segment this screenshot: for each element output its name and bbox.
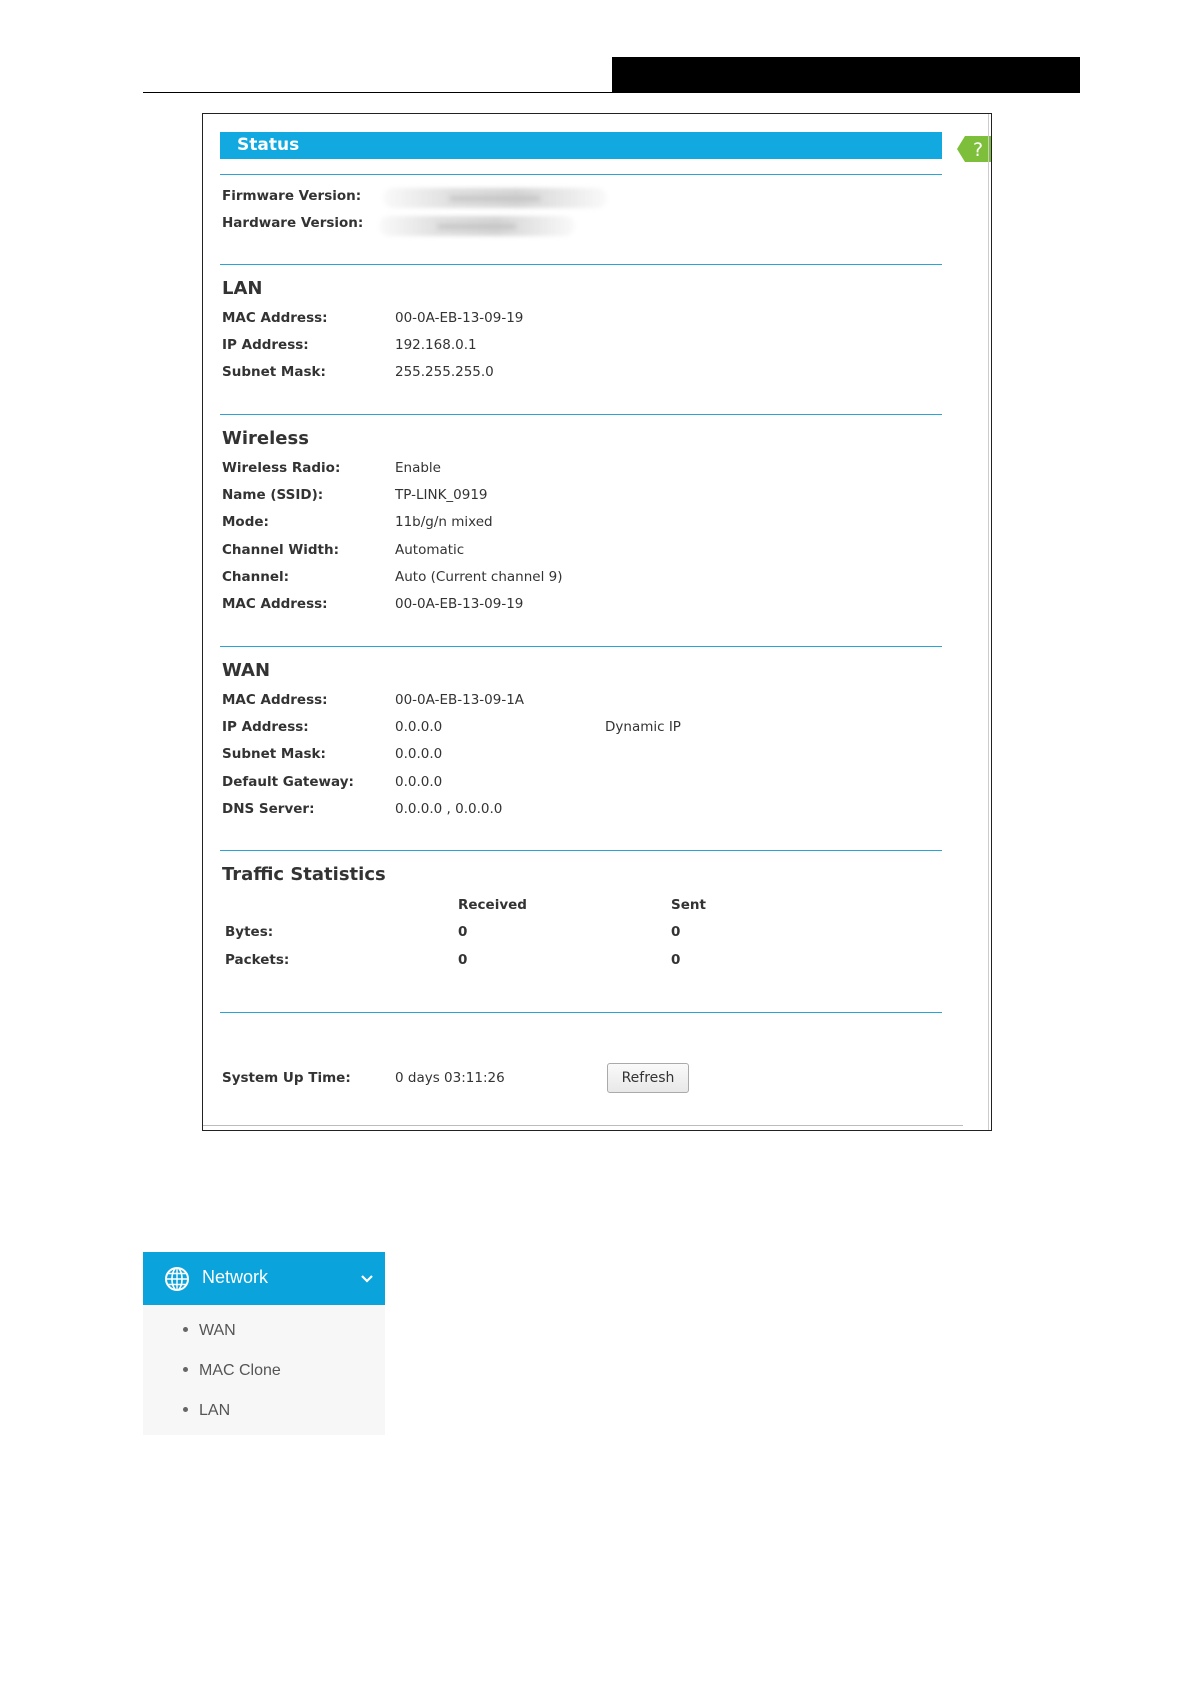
status-panel <box>202 113 992 1131</box>
network-menu <box>143 1252 385 1435</box>
wireless-width-value: Automatic <box>395 542 465 558</box>
bullet <box>183 1367 188 1372</box>
wan-mac-value: 00-0A-EB-13-09-1A <box>395 692 525 708</box>
menu-item-label: LAN <box>199 1402 231 1419</box>
menu-item-label: WAN <box>199 1322 236 1339</box>
lan-mac-value: 00-0A-EB-13-09-19 <box>395 310 524 326</box>
bullet <box>183 1407 188 1412</box>
divider <box>220 414 942 415</box>
header-rule <box>143 92 1077 93</box>
wireless-ssid-value: TP-LINK_0919 <box>395 487 488 503</box>
wireless-channel-label: Channel: <box>222 569 290 585</box>
network-menu-title: Network <box>202 1267 269 1287</box>
uptime-label: System Up Time: <box>222 1070 351 1086</box>
wan-ip-type: Dynamic IP <box>605 719 681 735</box>
firmware-value-redacted <box>383 188 607 208</box>
wan-ip-value: 0.0.0.0 <box>395 719 443 735</box>
wireless-mac-value: 00-0A-EB-13-09-19 <box>395 596 524 612</box>
divider <box>220 850 942 851</box>
divider <box>220 1012 942 1013</box>
traffic-bytes-label: Bytes: <box>225 924 274 940</box>
lan-ip-value: 192.168.0.1 <box>395 337 477 353</box>
traffic-bytes-sent: 0 <box>671 924 681 940</box>
traffic-sent-header: Sent <box>671 897 706 913</box>
traffic-section-title: Traffic Statistics <box>222 864 386 885</box>
wireless-mode-label: Mode: <box>222 514 269 530</box>
lan-subnet-value: 255.255.255.0 <box>395 364 494 380</box>
horizontal-scrollbar <box>203 1125 963 1130</box>
wan-ip-label: IP Address: <box>222 719 309 735</box>
hardware-label: Hardware Version: <box>222 215 364 231</box>
traffic-received-header: Received <box>458 897 527 913</box>
menu-item-mac-clone[interactable] <box>183 1362 281 1380</box>
wireless-width-label: Channel Width: <box>222 542 339 558</box>
menu-item-lan[interactable] <box>183 1402 230 1420</box>
svg-text:?: ? <box>972 139 984 161</box>
wan-dns-label: DNS Server: <box>222 801 315 817</box>
divider <box>220 646 942 647</box>
lan-mac-label: MAC Address: <box>222 310 328 326</box>
menu-item-wan[interactable] <box>183 1322 236 1340</box>
traffic-packets-label: Packets: <box>225 952 290 968</box>
status-title: Status <box>237 135 300 155</box>
wan-gateway-value: 0.0.0.0 <box>395 774 443 790</box>
bullet <box>183 1327 188 1332</box>
traffic-bytes-received: 0 <box>458 924 468 940</box>
status-title-bar <box>220 132 942 159</box>
wireless-section-title: Wireless <box>222 428 309 449</box>
wan-subnet-value: 0.0.0.0 <box>395 746 443 762</box>
chevron-down-icon[interactable] <box>361 1274 373 1284</box>
lan-ip-label: IP Address: <box>222 337 309 353</box>
globe-icon <box>164 1266 190 1292</box>
header-bar <box>612 57 1080 93</box>
wan-gateway-label: Default Gateway: <box>222 774 354 790</box>
divider <box>220 264 942 265</box>
wan-subnet-label: Subnet Mask: <box>222 746 326 762</box>
traffic-packets-sent: 0 <box>671 952 681 968</box>
wireless-mode-value: 11b/g/n mixed <box>395 514 493 530</box>
uptime-value: 0 days 03:11:26 <box>395 1070 505 1086</box>
network-menu-header[interactable] <box>143 1252 385 1305</box>
menu-item-label: MAC Clone <box>199 1362 281 1379</box>
wireless-radio-value: Enable <box>395 460 441 476</box>
wireless-mac-label: MAC Address: <box>222 596 328 612</box>
frame-edge <box>988 114 989 1130</box>
wan-dns-value: 0.0.0.0 , 0.0.0.0 <box>395 801 503 817</box>
hardware-value-redacted <box>379 216 575 236</box>
refresh-button[interactable]: Refresh <box>607 1063 689 1093</box>
wireless-ssid-label: Name (SSID): <box>222 487 324 503</box>
lan-section-title: LAN <box>222 278 263 299</box>
wan-section-title: WAN <box>222 660 271 681</box>
wan-mac-label: MAC Address: <box>222 692 328 708</box>
help-icon[interactable] <box>957 136 991 162</box>
firmware-label: Firmware Version: <box>222 188 362 204</box>
wireless-channel-value: Auto (Current channel 9) <box>395 569 563 585</box>
traffic-packets-received: 0 <box>458 952 468 968</box>
wireless-radio-label: Wireless Radio: <box>222 460 341 476</box>
lan-subnet-label: Subnet Mask: <box>222 364 326 380</box>
divider <box>220 174 942 175</box>
